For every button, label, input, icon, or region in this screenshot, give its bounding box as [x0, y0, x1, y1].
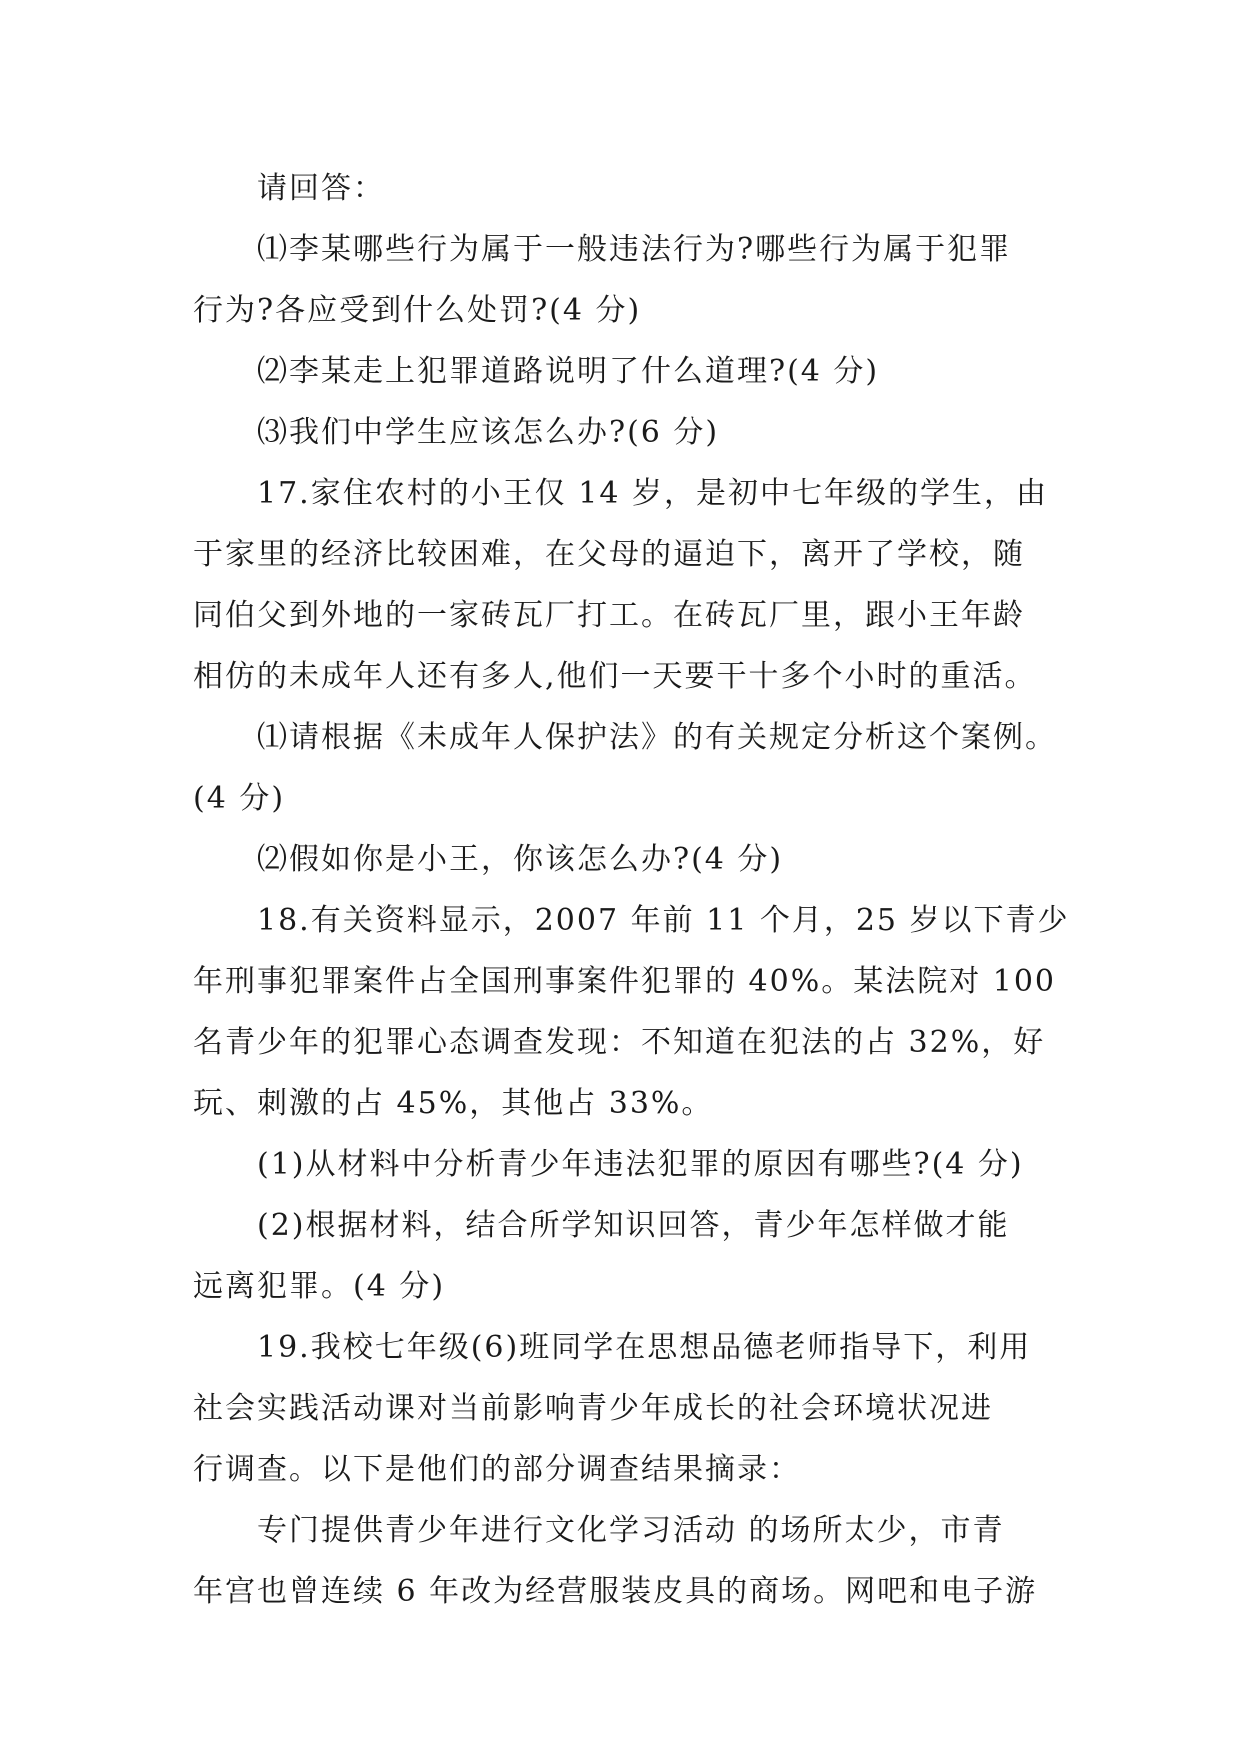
q18-sub2-line1: (2)根据材料，结合所学知识回答，青少年怎样做才能 — [257, 1208, 1010, 1243]
q19-line2: 社会实践活动课对当前影响青少年成长的社会环境状况进 — [193, 1391, 993, 1426]
answer-prompt: 请回答： — [257, 171, 385, 206]
q18-line4: 玩、刺激的占 45%，其他占 33%。 — [193, 1086, 714, 1121]
q18-sub1: (1)从材料中分析青少年违法犯罪的原因有哪些?(4 分) — [257, 1147, 1024, 1182]
q18-line3: 名青少年的犯罪心态调查发现：不知道在犯法的占 32%，好 — [193, 1025, 1046, 1060]
q17-line2: 于家里的经济比较困难，在父母的逼迫下，离开了学校，随 — [193, 537, 1025, 572]
q18-line2: 年刑事犯罪案件占全国刑事案件犯罪的 40%。某法院对 100 — [193, 964, 1057, 999]
q16-sub3: ⑶我们中学生应该怎么办?(6 分) — [257, 415, 720, 450]
q19-line1: 19.我校七年级(6)班同学在思想品德老师指导下，利用 — [257, 1330, 1032, 1365]
q17-line3: 同伯父到外地的一家砖瓦厂打工。在砖瓦厂里，跟小王年龄 — [193, 598, 1025, 633]
q17-sub2: ⑵假如你是小王，你该怎么办?(4 分) — [257, 842, 784, 877]
document-body — [193, 158, 1070, 1622]
q17-sub1-line1: ⑴请根据《未成年人保护法》的有关规定分析这个案例。 — [257, 720, 1057, 755]
q16-sub2: ⑵李某走上犯罪道路说明了什么道理?(4 分) — [257, 354, 880, 389]
q18-line1: 18.有关资料显示，2007 年前 11 个月，25 岁以下青少 — [257, 903, 1070, 938]
q17-line4: 相仿的未成年人还有多人,他们一天要干十多个小时的重活。 — [193, 659, 1037, 694]
q17-sub1-line2: (4 分) — [193, 781, 286, 816]
q18-sub2-line2: 远离犯罪。(4 分) — [193, 1269, 446, 1304]
q16-sub1-line1: ⑴李某哪些行为属于一般违法行为?哪些行为属于犯罪 — [257, 232, 1012, 267]
q16-sub1-line2: 行为?各应受到什么处罚?(4 分) — [193, 293, 642, 328]
q17-line1: 17.家住农村的小王仅 14 岁，是初中七年级的学生，由 — [257, 476, 1048, 511]
q19-excerpt-line1: 专门提供青少年进行文化学习活动 的场所太少，市青 — [257, 1513, 1005, 1548]
q19-excerpt-line2: 年宫也曾连续 6 年改为经营服装皮具的商场。网吧和电子游 — [193, 1574, 1038, 1609]
q19-line3: 行调查。以下是他们的部分调查结果摘录： — [193, 1452, 801, 1487]
